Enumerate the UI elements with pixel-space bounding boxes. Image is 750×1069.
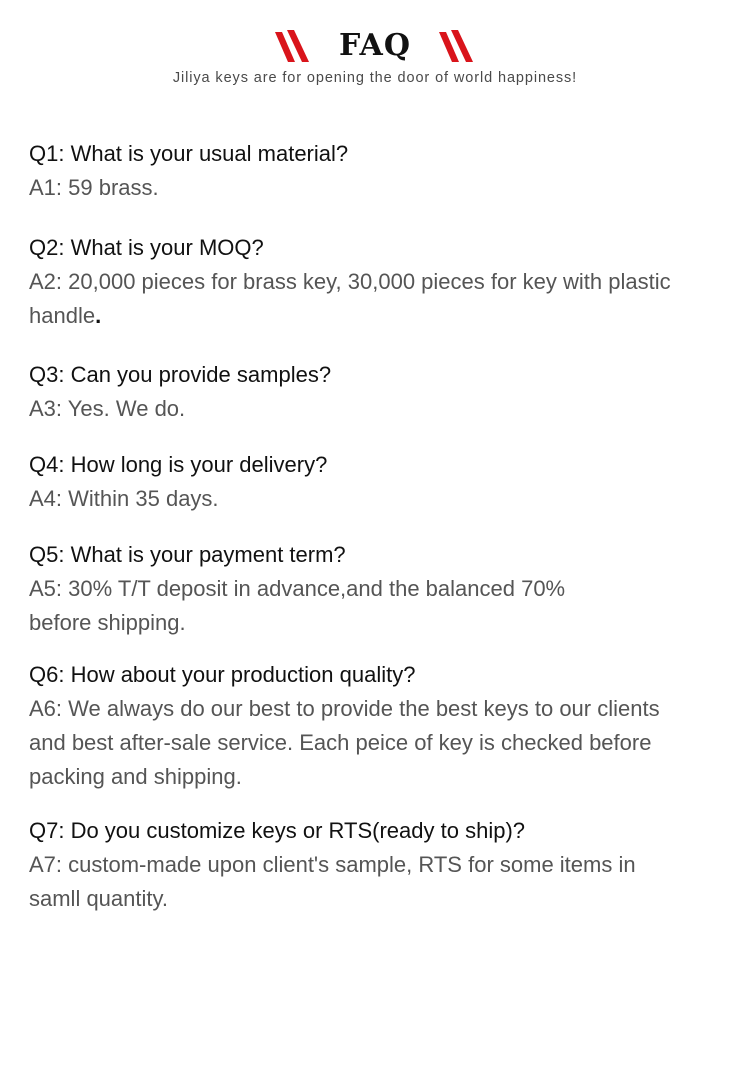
faq-question: Q5: What is your payment term? [29, 542, 346, 567]
faq-item-6 [29, 658, 709, 794]
faq-answer-line-wrap [29, 299, 709, 333]
faq-item-2 [29, 231, 709, 333]
faq-answer-line: samll quantity. [29, 886, 168, 911]
faq-answer-line: packing and shipping. [29, 764, 242, 789]
faq-answer-period: . [95, 303, 102, 328]
faq-question: Q3: Can you provide samples? [29, 362, 332, 387]
faq-answer [29, 692, 709, 794]
faq-answer-line: A2: 20,000 pieces for brass key, 30,000 pieces for key with plastic [29, 269, 671, 294]
double-slash-icon [273, 26, 313, 66]
faq-answer [29, 482, 709, 516]
faq-answer-line: A4: Within 35 days. [29, 486, 219, 511]
page-subtitle: Jiliya keys are for opening the door of world happiness! [172, 70, 578, 86]
faq-question: Q1: What is your usual material? [29, 141, 349, 166]
faq-header [0, 0, 750, 100]
faq-answer-line: handle [29, 303, 96, 328]
title-row [0, 24, 750, 68]
faq-item-1 [29, 137, 709, 205]
faq-question: Q6: How about your production quality? [29, 662, 416, 687]
faq-answer-line: A5: 30% T/T deposit in advance,and the balanced 70% [29, 576, 566, 601]
faq-answer-line: A6: We always do our best to provide the best keys to our clients [29, 696, 660, 721]
faq-answer [29, 265, 709, 333]
faq-answer-line: A7: custom-made upon client's sample, RTS for some items in [29, 852, 636, 877]
faq-item-7 [29, 814, 709, 916]
faq-question: Q4: How long is your delivery? [29, 452, 328, 477]
double-slash-icon [437, 26, 477, 66]
page-title: FAQ [339, 28, 411, 63]
faq-answer-line: before shipping. [29, 610, 186, 635]
faq-answer-line: A3: Yes. We do. [29, 396, 186, 421]
faq-answer-line: A1: 59 brass. [29, 175, 159, 200]
faq-answer [29, 848, 709, 916]
faq-answer [29, 572, 709, 640]
faq-question: Q2: What is your MOQ? [29, 235, 264, 260]
faq-answer-line: and best after-sale service. Each peice of key is checked before [29, 730, 652, 755]
faq-item-3 [29, 358, 709, 426]
faq-item-5 [29, 538, 709, 640]
faq-item-4 [29, 448, 709, 516]
faq-question: Q7: Do you customize keys or RTS(ready to ship)? [29, 818, 526, 843]
faq-answer [29, 171, 709, 205]
faq-answer [29, 392, 709, 426]
